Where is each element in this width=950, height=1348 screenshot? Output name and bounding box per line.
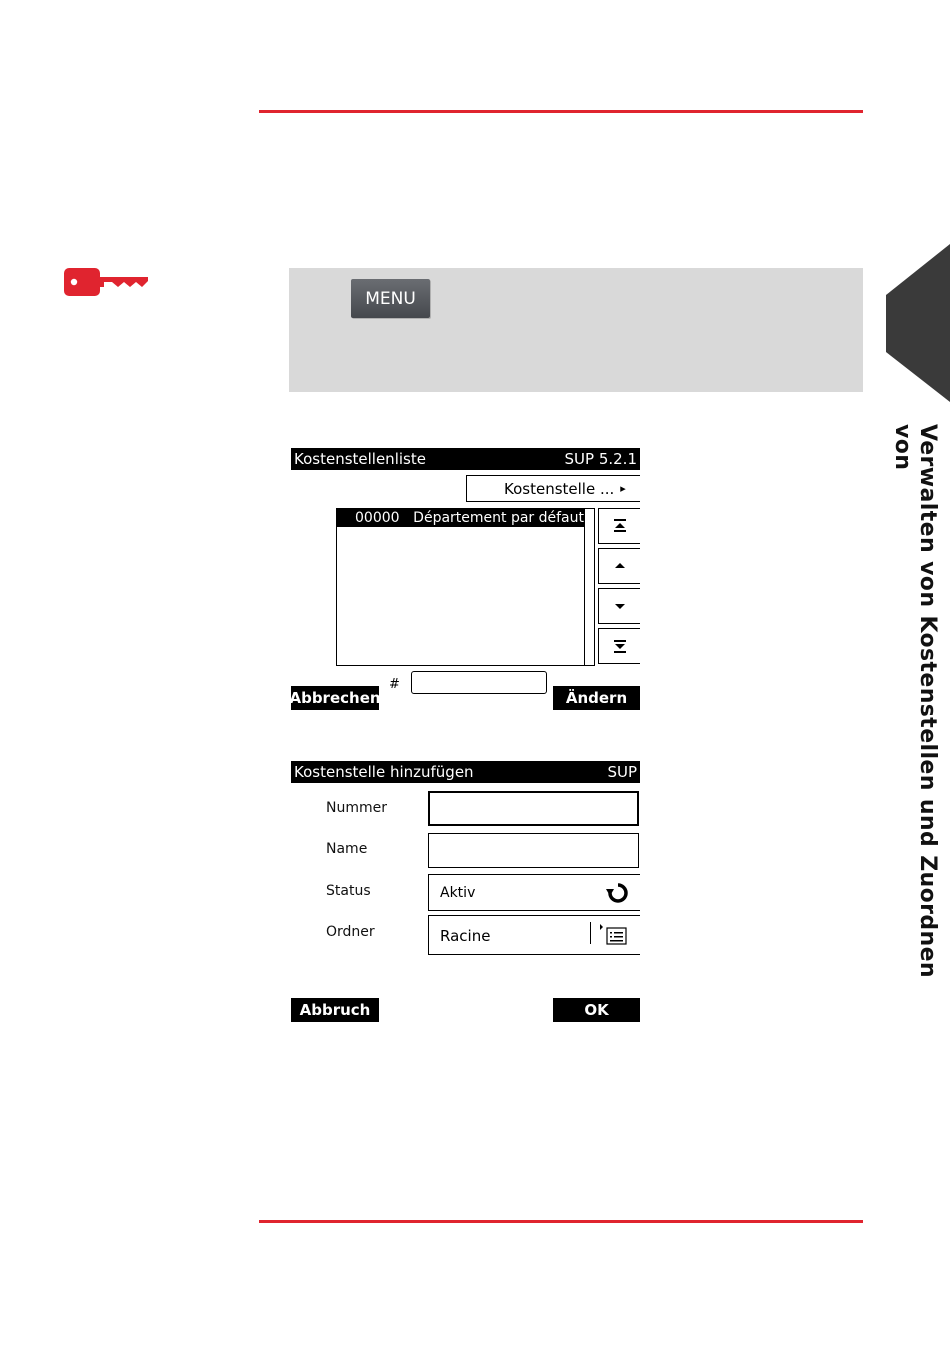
menu-button[interactable]: MENU [351, 279, 430, 318]
folder-list-icon [599, 923, 629, 947]
folder-field-label: Ordner [326, 924, 375, 940]
folder-selector[interactable] [428, 915, 640, 955]
status-toggle[interactable] [428, 874, 640, 911]
status-field-label: Status [326, 883, 371, 899]
screen1-title: Kostenstellenliste [294, 450, 426, 468]
folder-value: Racine [440, 927, 491, 945]
list-item[interactable] [337, 509, 584, 527]
number-field-label: Nummer [326, 800, 387, 816]
abort-button[interactable]: Abbruch [291, 998, 379, 1022]
bottom-red-rule [259, 1220, 863, 1223]
edit-button[interactable]: Ändern [553, 686, 640, 710]
screen2-title: Kostenstelle hinzufügen [294, 763, 474, 781]
scroll-down-button[interactable] [598, 588, 640, 624]
scroll-down-icon [613, 601, 627, 611]
screen2-titlebar [291, 761, 640, 783]
number-field[interactable] [428, 791, 639, 826]
scroll-up-button[interactable] [598, 548, 640, 584]
folder-divider [590, 922, 591, 944]
scroll-bottom-button[interactable] [598, 628, 640, 664]
ok-button[interactable]: OK [553, 998, 640, 1022]
scroll-top-button[interactable] [598, 508, 640, 544]
name-field[interactable] [428, 833, 639, 868]
list-item-name: Département par défaut [413, 510, 584, 526]
cancel-button[interactable]: Abbrechen [291, 686, 379, 710]
scroll-top-icon [613, 518, 627, 534]
chapter-title: Verwalten von Kostenstellen und Zuordnen von [890, 424, 940, 978]
scrollbar[interactable] [584, 509, 592, 665]
cost-center-list[interactable] [336, 508, 595, 666]
name-field-label: Name [326, 841, 368, 857]
cycle-icon [605, 881, 631, 905]
cost-center-selector-label: Kostenstelle ... [504, 479, 615, 498]
cost-center-number-input[interactable] [411, 671, 547, 694]
scroll-bottom-icon [613, 638, 627, 654]
screen1-titlebar [291, 448, 640, 470]
chapter-tab [0, 0, 950, 420]
screen1-code: SUP 5.2.1 [564, 450, 637, 468]
chevron-right-icon: ▸ [620, 482, 626, 495]
number-label: # [389, 677, 400, 692]
screen2-code: SUP [607, 763, 637, 781]
list-item-number: 00000 [355, 510, 400, 526]
status-value: Aktiv [440, 885, 476, 901]
scroll-up-icon [613, 561, 627, 571]
cost-center-selector[interactable] [466, 475, 640, 502]
